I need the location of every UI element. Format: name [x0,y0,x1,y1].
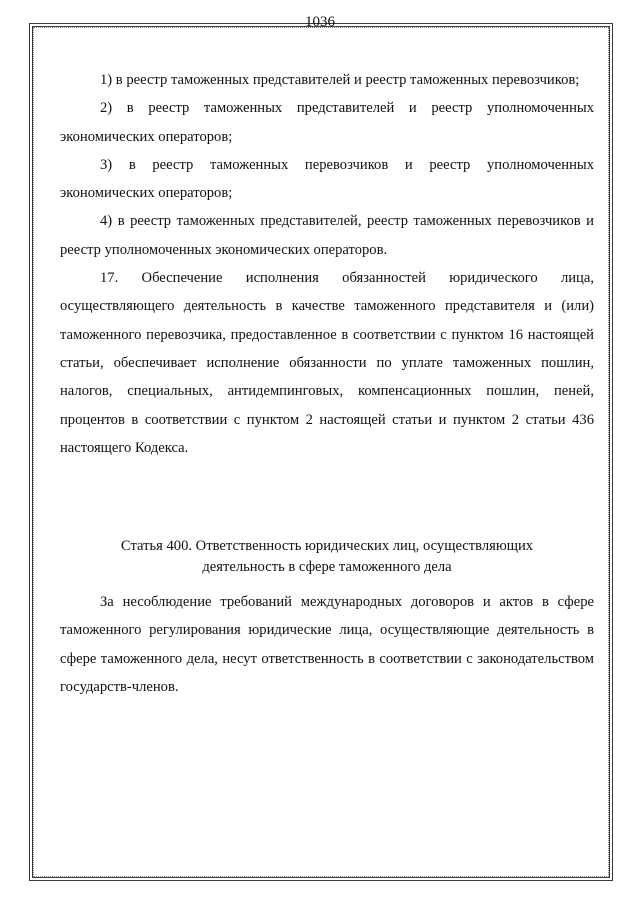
article-heading [60,536,594,578]
article-heading-line-1: Статья 400. Ответственность юридических лиц, осуществляющих [120,538,534,554]
article-body-section [60,588,594,701]
list-item-3: 3) в реестр таможенных перевозчиков и реестр уполномоченных экономических операторов; [60,156,594,202]
list-section [60,66,594,462]
list-item-4: 4) в реестр таможенных представителей, реестр таможенных перевозчиков и реестр уполномоченных экономических операторов. [60,213,594,258]
page-number: 1036 [305,14,335,30]
article-body: За несоблюдение требований международных договоров и актов в сфере таможенного регулирования юридические лица, осуществляющие деятельность в сфере таможенного дела, несут ответственность в соответствии с законодательством государств-членов. [60,594,594,695]
article-heading-line-2: деятельность в сфере таможенного дела [202,559,452,575]
list-item-1: 1) в реестр таможенных представителей и реестр таможенных перевозчиков; [100,72,580,88]
list-item-2: 2) в реестр таможенных представителей и реестр уполномоченных экономических операторов; [60,100,594,145]
paragraph-17: 17. Обеспечение исполнения обязанностей юридического лица, осуществляющего деятельность в качестве таможенного представителя и (или) таможенного перевозчика, предоставленное в соответствии с пунктом 16 настоящей статьи, обеспечивает исполнение обязанности по уплате таможенных пошлин, налогов, специальных, антидемпинговых, компенсационных пошлин, пеней, процентов в соответствии с пунктом 2 настоящей статьи и пунктом 2 статьи 436 настоящего Кодекса. [60,270,594,456]
